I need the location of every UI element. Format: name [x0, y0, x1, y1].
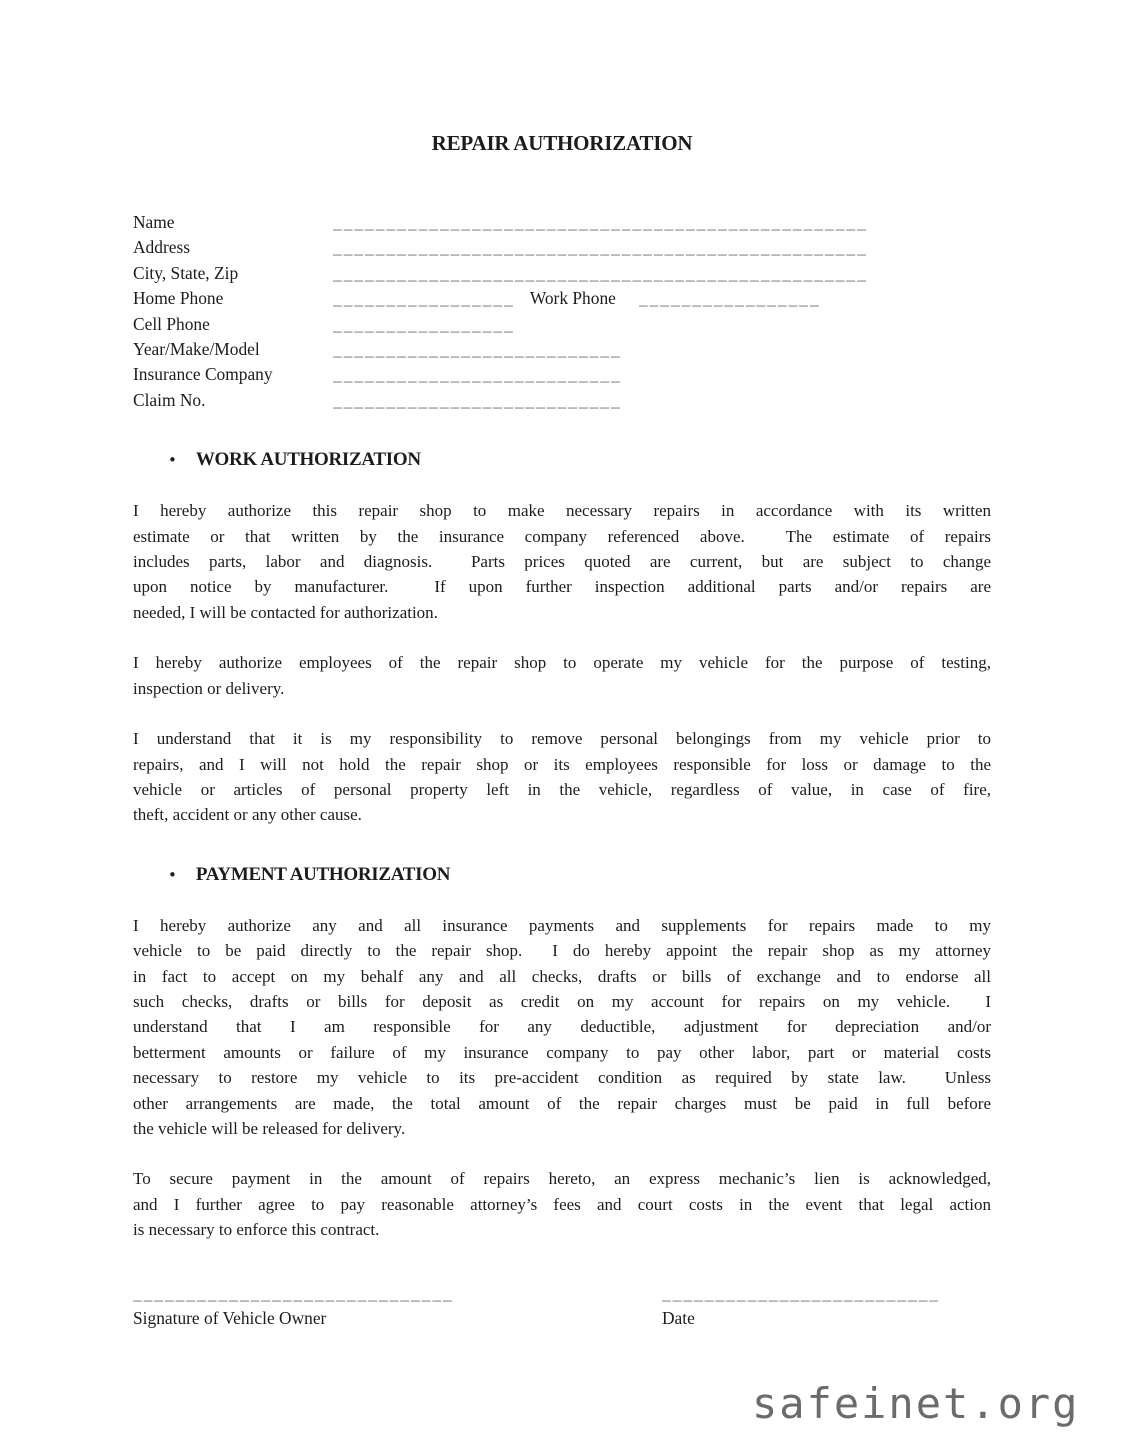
signature-column [133, 1281, 662, 1332]
year-make-model-blank-line: ___________________________ [333, 339, 622, 360]
city-state-zip-label: City, State, Zip [133, 262, 239, 283]
field-row-name [133, 210, 991, 235]
work-authorization-heading [133, 447, 991, 473]
field-row-city-state-zip [133, 261, 991, 286]
work-phone-label: Work Phone [529, 288, 616, 309]
field-row-claim-no [133, 388, 991, 413]
signature-blank-line: ______________________________ [133, 1282, 454, 1303]
year-make-model-label: Year/Make/Model [133, 339, 260, 360]
insurance-company-label: Insurance Company [133, 364, 273, 385]
home-phone-blank-line: _________________ [333, 288, 515, 309]
field-row-year-make-model [133, 337, 991, 362]
work-phone-blank-line: _________________ [638, 288, 821, 309]
claim-no-blank-line: ___________________________ [333, 389, 622, 410]
payment-auth-paragraph-2: To secure payment in the amount of repairs hereto, an express mechanic’s lien is acknowledged, and I further agree to pay reasonable attorney’s fees and court costs in the event that legal action is necessary to enforce this contract. [133, 1169, 991, 1240]
payment-authorization-heading-text: PAYMENT AUTHORIZATION [195, 863, 451, 885]
city-state-zip-blank-line: __________________________________________________ [333, 262, 868, 283]
signature-block [133, 1281, 991, 1332]
contact-fields-section [133, 210, 991, 413]
signature-label: Signature of Vehicle Owner [133, 1308, 327, 1328]
name-label: Name [133, 212, 175, 232]
cell-phone-blank-line: _________________ [333, 313, 515, 334]
name-blank-line: __________________________________________________ [333, 212, 868, 232]
bullet-icon: • [168, 865, 177, 884]
work-auth-paragraph-3: I understand that it is my responsibility to remove personal belongings from my vehicle prior to repairs, and I will not hold the repair shop or its employees responsible for loss or damage to the vehicle or articles of personal property left in the vehicle, regardless of value, in case of fire, theft, accident or any other cause. [133, 729, 991, 825]
watermark-text: safeinet.org [752, 1379, 1080, 1428]
field-row-cell-phone [133, 312, 991, 337]
work-authorization-heading-text: WORK AUTHORIZATION [195, 449, 421, 471]
home-phone-label: Home Phone [133, 288, 224, 309]
address-blank-line: __________________________________________________ [333, 237, 868, 258]
work-auth-paragraph-2: I hereby authorize employees of the repair shop to operate my vehicle for the purpose of testing, inspection or delivery. [133, 653, 991, 698]
payment-auth-paragraph-1: I hereby authorize any and all insurance payments and supplements for repairs made to my vehicle to be paid directly to the repair shop. I do hereby appoint the repair shop as my attorney in fact to accept on my behalf any and all checks, drafts or bills of exchange and to endorse all such checks, drafts or bills for deposit as credit on my account for repairs on my vehicle. I understand that I am responsible for any deductible, adjustment for depreciation and/or betterment amounts or failure of my insurance company to pay other labor, part or material costs necessary to restore my vehicle to its pre-accident condition as required by state law. Unless other arrangements are made, the total amount of the repair charges must be paid in full before the vehicle will be released for delivery. [133, 915, 991, 1138]
payment-authorization-heading [133, 862, 991, 888]
field-row-phones [133, 286, 991, 311]
claim-no-label: Claim No. [133, 389, 206, 410]
work-authorization-section [133, 447, 991, 827]
field-row-address [133, 235, 991, 260]
work-auth-paragraph-1: I hereby authorize this repair shop to make necessary repairs in accordance with its written estimate or that written by the insurance company referenced above. The estimate of repairs includes parts, labor and diagnosis. Parts prices quoted are current, but are subject to change upon notice by manufacturer. If upon further inspection additional parts and/or repairs are needed, I will be contacted for authorization. [133, 501, 991, 622]
address-label: Address [133, 237, 190, 258]
date-label: Date [662, 1308, 695, 1328]
payment-authorization-section [133, 862, 991, 1243]
date-blank-line: __________________________ [662, 1282, 941, 1303]
insurance-company-blank-line: ___________________________ [333, 364, 622, 385]
document-title: REPAIR AUTHORIZATION [431, 131, 693, 155]
date-column [662, 1281, 991, 1332]
cell-phone-label: Cell Phone [133, 313, 210, 334]
bullet-icon: • [168, 451, 177, 470]
field-row-insurance-company [133, 362, 991, 387]
